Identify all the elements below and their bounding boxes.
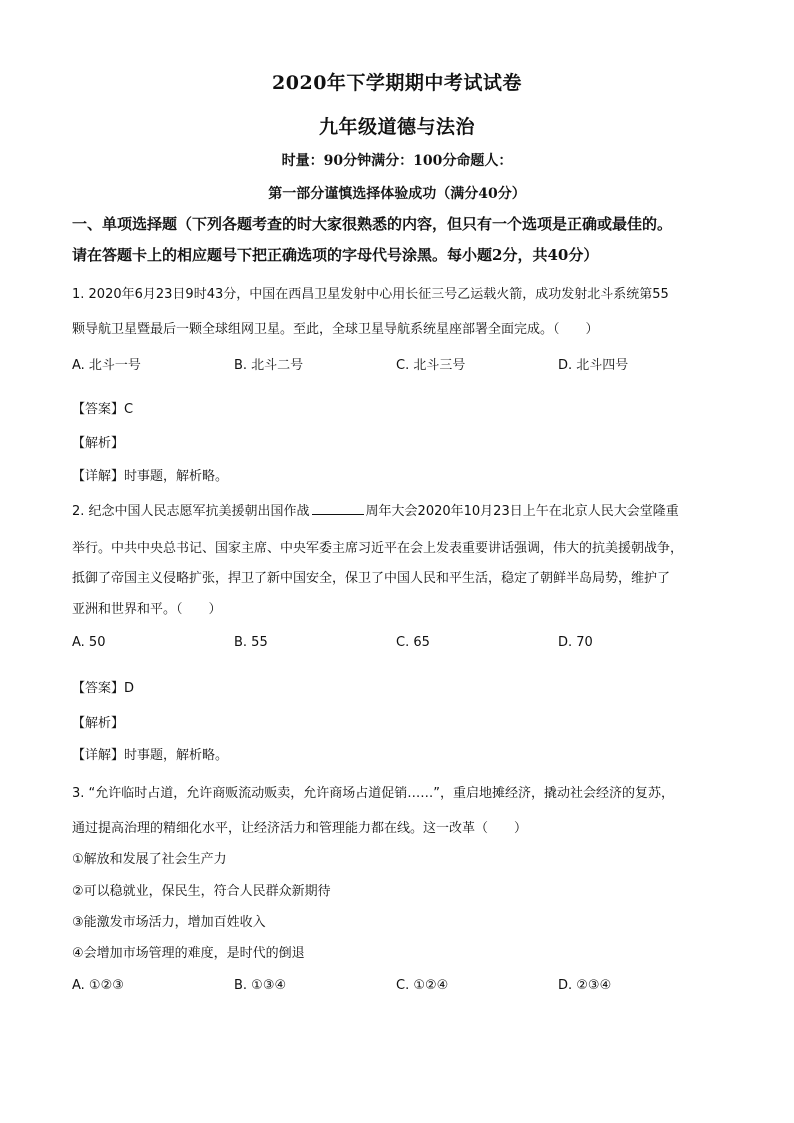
- q1-stem-line-2: 颗导航卫星暨最后一颗全球组网卫星。至此，全球卫星导航系统星座部署全面完成。（ ）: [72, 322, 599, 337]
- q3-statement-1: ①解放和发展了社会生产力: [72, 852, 227, 867]
- q1-stem-line-1: 1. 2020年6月23日9时43分，中国在西昌卫星发射中心用长征三号乙运载火箭，成功发射北斗系统第55: [72, 287, 669, 302]
- q2-option-a: A. 50: [72, 635, 106, 650]
- q2-stem-part-b: 周年大会2020年10月23日上午在北京人民大会堂隆重: [365, 504, 679, 519]
- q2-analysis-label: 【解析】: [72, 716, 125, 731]
- q2-option-c: C. 65: [396, 635, 430, 650]
- q3-stem-line-2: 通过提高治理的精细化水平，让经济活力和管理能力都在线。这一改革（ ）: [72, 821, 528, 836]
- q2-detail: 【详解】时事题，解析略。: [72, 748, 229, 763]
- q2-option-d: D. 70: [558, 635, 593, 650]
- exam-subject: 九年级道德与法治: [318, 116, 475, 138]
- q1-option-b: B. 北斗二号: [234, 358, 304, 373]
- q2-stem-line-2: 举行。中共中央总书记、国家主席、中央军委主席习近平在会上发表重要讲话强调，伟大的抗美援朝战争，: [72, 541, 684, 556]
- q1-detail: 【详解】时事题，解析略。: [72, 469, 229, 484]
- q3-statement-3: ③能激发市场活力，增加百姓收入: [72, 915, 266, 930]
- section-instruction-line-2: 请在答题卡上的相应题号下把正确选项的字母代号涂黑。每小题2分，共40分）: [72, 246, 599, 264]
- q2-stem-part-a: 2. 纪念中国人民志愿军抗美援朝出国作战: [72, 504, 310, 519]
- q2-stem-line-4: 亚洲和世界和平。（ ）: [72, 602, 222, 617]
- fill-in-blank: [312, 502, 364, 515]
- q3-statement-2: ②可以稳就业，保民生，符合人民群众新期待: [72, 884, 331, 899]
- q3-option-b: B. ①③④: [234, 978, 287, 993]
- exam-meta: 时量：90分钟满分：100分命题人：: [281, 153, 513, 169]
- section-instruction-line-1: 一、单项选择题（下列各题考查的时大家很熟悉的内容，但只有一个选项是正确或最佳的。: [72, 215, 673, 233]
- q3-option-d: D. ②③④: [558, 978, 612, 993]
- q2-answer: 【答案】D: [72, 681, 135, 696]
- q1-answer: 【答案】C: [72, 402, 134, 417]
- q3-statement-4: ④会增加市场管理的难度，是时代的倒退: [72, 946, 305, 961]
- q1-option-c: C. 北斗三号: [396, 358, 466, 373]
- q3-option-c: C. ①②④: [396, 978, 449, 993]
- q2-stem-line-3: 抵御了帝国主义侵略扩张，捍卫了新中国安全，保卫了中国人民和平生活，稳定了朝鲜半岛局势，维护了: [72, 571, 671, 586]
- exam-title: 2020年下学期期中考试试卷: [272, 72, 522, 94]
- q1-analysis-label: 【解析】: [72, 436, 125, 451]
- q1-option-a: A. 北斗一号: [72, 358, 141, 373]
- q3-stem-line-1: 3. “允许临时占道，允许商贩流动贩卖，允许商场占道促销……”，重启地摊经济，撬动社会经济的复苏，: [72, 786, 675, 801]
- part-heading: 第一部分谨慎选择体验成功（满分40分）: [268, 186, 526, 202]
- q1-option-d: D. 北斗四号: [558, 358, 629, 373]
- q3-option-a: A. ①②③: [72, 978, 124, 993]
- q2-stem-line-1: [72, 500, 679, 519]
- q2-option-b: B. 55: [234, 635, 268, 650]
